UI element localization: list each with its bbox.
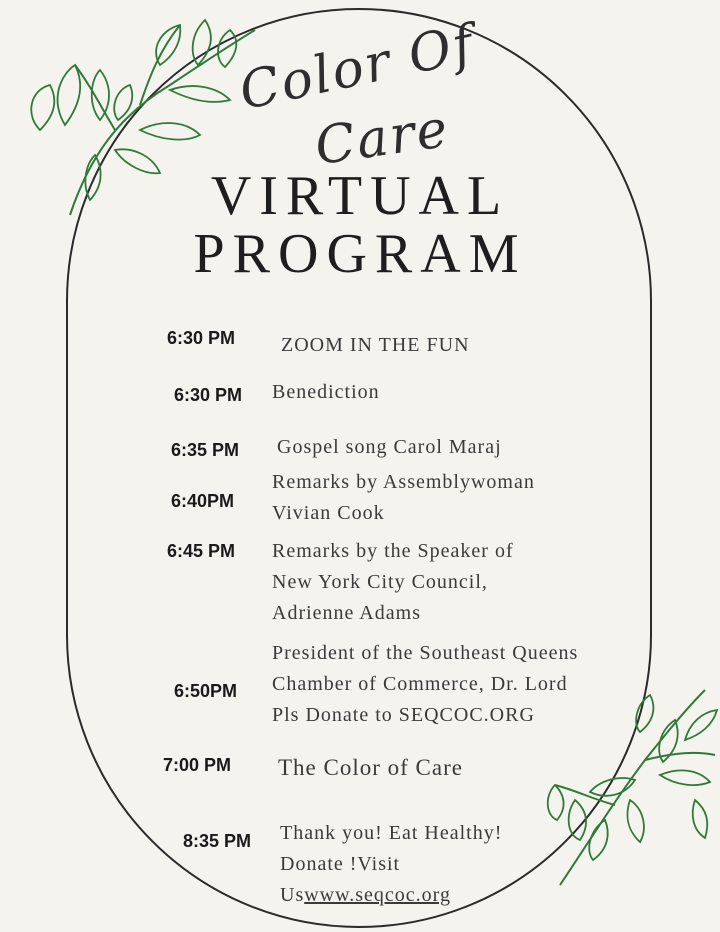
program-time: 7:00 PM	[163, 755, 232, 775]
program-item: Pls Donate to SEQCOC.ORG	[272, 704, 535, 726]
program-time: 8:35 PM	[183, 831, 252, 851]
program-item: The Color of Care	[278, 755, 463, 780]
program-item: Donate !Visit	[280, 853, 401, 875]
program-item: Remarks by Assemblywoman	[272, 471, 535, 493]
program-item: Gospel song Carol Maraj	[277, 436, 502, 458]
visit-prefix: Us	[280, 884, 305, 906]
program-time: 6:30 PM	[174, 385, 243, 405]
program-time: 6:45 PM	[167, 541, 236, 561]
script-title-line2: Care	[311, 98, 453, 178]
program-time: 6:35 PM	[171, 440, 240, 460]
program-item: Thank you! Eat Healthy!	[280, 822, 503, 844]
program-item: President of the Southeast Queens	[272, 642, 579, 664]
program-time: 6:50PM	[174, 681, 238, 701]
program-item: New York City Council,	[272, 571, 488, 593]
program-item: Adrienne Adams	[272, 602, 421, 624]
program-time: 6:40PM	[171, 491, 235, 511]
program-item: ZOOM IN THE FUN	[281, 334, 470, 356]
program-item: Remarks by the Speaker of	[272, 540, 514, 562]
heading-virtual: VIRTUAL	[210, 165, 510, 227]
script-title-line1: Color Of	[234, 13, 480, 123]
leaf-branch-bottom-right-icon	[535, 670, 720, 890]
program-item: Vivian Cook	[272, 502, 385, 524]
heading-program: PROGRAM	[193, 223, 527, 285]
program-item: Chamber of Commerce, Dr. Lord	[272, 673, 568, 695]
program-item-visit	[280, 880, 451, 911]
program-item: Benediction	[272, 381, 380, 403]
website-link[interactable]: www.seqcoc.org	[304, 884, 451, 906]
program-time: 6:30 PM	[167, 328, 236, 348]
